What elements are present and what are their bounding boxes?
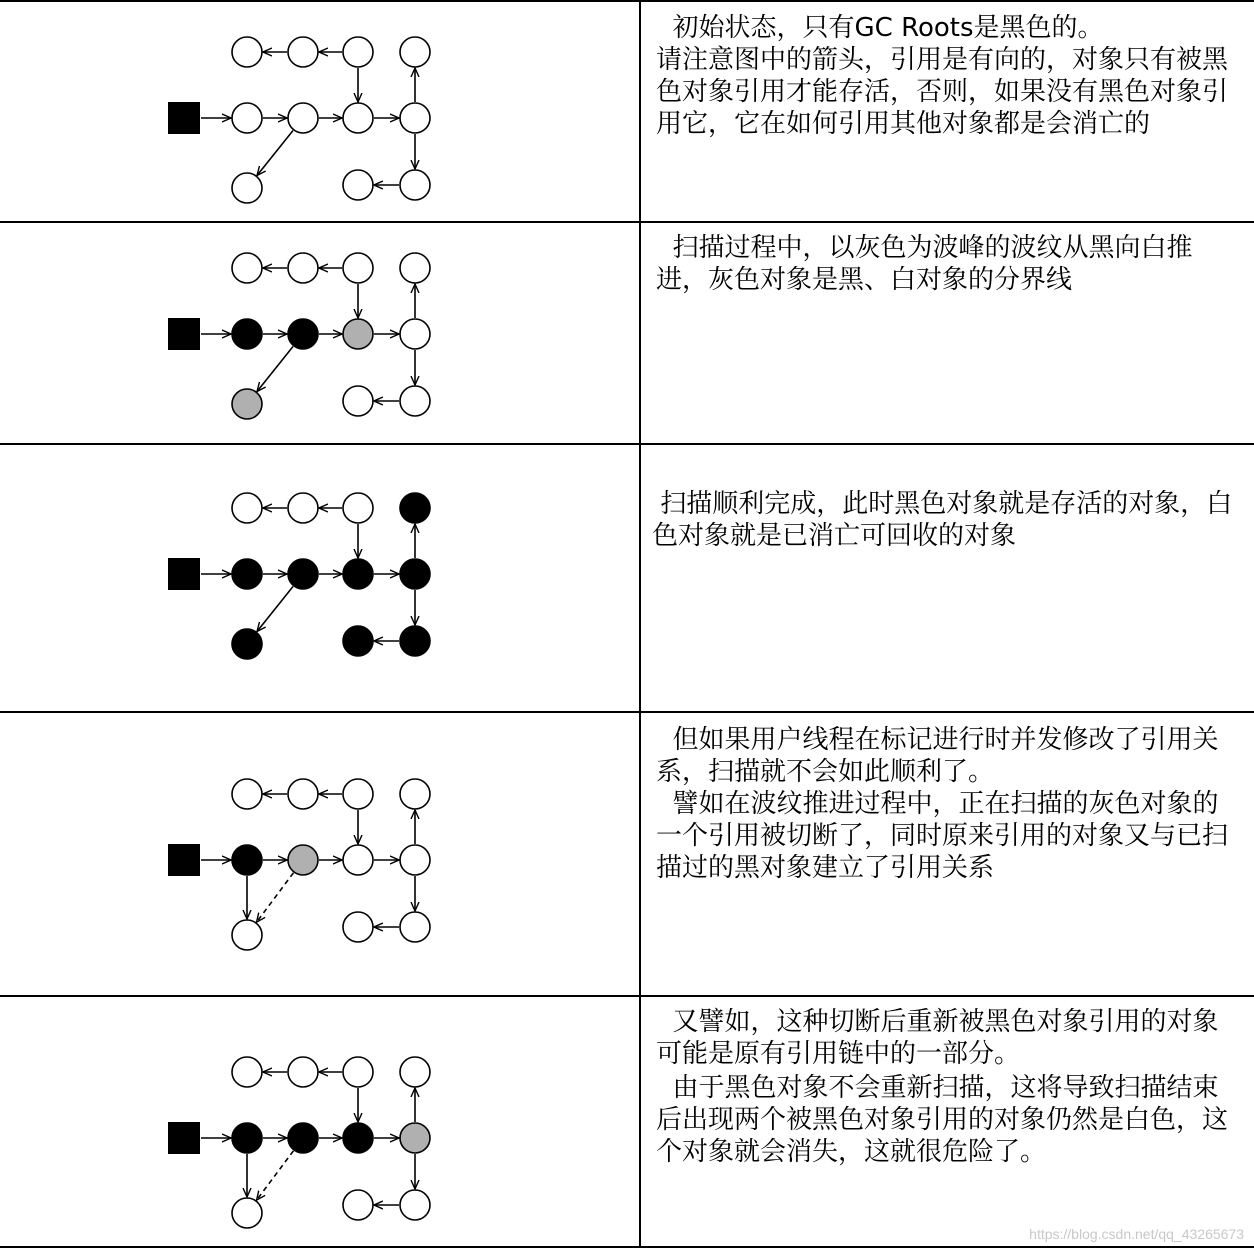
black-object-node	[400, 626, 430, 656]
white-object-node	[232, 920, 262, 950]
table-row-scanning	[0, 222, 1254, 444]
description-cell	[642, 996, 1254, 1250]
white-object-node	[232, 1057, 262, 1087]
white-object-node	[400, 779, 430, 809]
black-object-node	[288, 559, 318, 589]
white-object-node	[400, 37, 430, 67]
white-object-node	[232, 253, 262, 283]
white-object-node	[288, 1057, 318, 1087]
white-object-node	[288, 37, 318, 67]
reference-arrow	[257, 346, 293, 391]
new-reference-arrow	[257, 1151, 294, 1200]
white-object-node	[343, 37, 373, 67]
diagram-cell	[0, 444, 640, 712]
table-row-initial	[0, 0, 1254, 222]
white-object-node	[288, 253, 318, 283]
description-paragraph: 扫描过程中，以灰色为波峰的波纹从黑向白推进，灰色对象是黑、白对象的分界线	[656, 233, 1193, 295]
diagram-cell	[0, 222, 640, 444]
object-graph	[0, 996, 640, 1250]
description-paragraph: 扫描顺利完成，此时黑色对象就是存活的对象，白色对象就是已消亡可回收的对象	[652, 489, 1233, 551]
white-object-node	[288, 779, 318, 809]
white-object-node	[343, 386, 373, 416]
white-object-node	[232, 493, 262, 523]
black-object-node	[232, 629, 262, 659]
white-object-node	[232, 103, 262, 133]
black-object-node	[400, 493, 430, 523]
row-divider	[0, 711, 1254, 713]
white-object-node	[400, 103, 430, 133]
black-object-node	[288, 319, 318, 349]
row-divider	[0, 443, 1254, 445]
object-graph	[0, 0, 640, 222]
white-object-node	[400, 1190, 430, 1220]
black-object-node	[343, 626, 373, 656]
diagram-cell	[0, 712, 640, 996]
gc-root-node	[168, 844, 200, 876]
white-object-node	[343, 103, 373, 133]
white-object-node	[288, 493, 318, 523]
table-border-bottom	[0, 1246, 1254, 1248]
description-paragraph: 但如果用户线程在标记进行时并发修改了引用关系，扫描就不会如此顺利了。	[656, 725, 1219, 787]
gray-object-node	[232, 389, 262, 419]
gc-root-node	[168, 1122, 200, 1154]
gc-root-node	[168, 558, 200, 590]
white-object-node	[400, 845, 430, 875]
black-object-node	[232, 1123, 262, 1153]
white-object-node	[343, 1057, 373, 1087]
white-object-node	[232, 173, 262, 203]
white-object-node	[288, 103, 318, 133]
black-object-node	[232, 559, 262, 589]
description-paragraph: 请注意图中的箭头，引用是有向的，对象只有被黑色对象引用才能存活，否则，如果没有黑色对象引用它，它在如何引用其他对象都是会消亡的	[656, 45, 1229, 139]
black-object-node	[288, 1123, 318, 1153]
white-object-node	[232, 37, 262, 67]
white-object-node	[400, 386, 430, 416]
diagram-cell	[0, 0, 640, 222]
gc-root-node	[168, 318, 200, 350]
white-object-node	[400, 319, 430, 349]
object-graph	[0, 712, 640, 996]
description-cell	[642, 444, 1254, 712]
description-cell	[642, 712, 1254, 996]
white-object-node	[400, 253, 430, 283]
description-paragraph: 譬如在波纹推进过程中，正在扫描的灰色对象的一个引用被切断了，同时原来引用的对象又与已扫描过的黑对象建立了引用关系	[656, 789, 1229, 883]
table-row-complete	[0, 444, 1254, 712]
white-object-node	[232, 1198, 262, 1228]
gray-object-node	[343, 319, 373, 349]
description-paragraph: 初始状态，只有GC Roots是黑色的。	[656, 13, 1104, 43]
reference-arrow	[257, 586, 293, 631]
white-object-node	[343, 779, 373, 809]
watermark: https://blog.csdn.net/qq_43265673	[1029, 1226, 1244, 1242]
reference-arrow	[257, 130, 293, 175]
white-object-node	[232, 779, 262, 809]
white-object-node	[343, 170, 373, 200]
gray-object-node	[288, 845, 318, 875]
white-object-node	[343, 493, 373, 523]
white-object-node	[343, 912, 373, 942]
white-object-node	[343, 845, 373, 875]
column-divider	[639, 0, 641, 1248]
black-object-node	[232, 319, 262, 349]
object-graph	[0, 444, 640, 712]
black-object-node	[343, 559, 373, 589]
black-object-node	[343, 1123, 373, 1153]
table-border-top	[0, 0, 1254, 2]
black-object-node	[400, 559, 430, 589]
diagram-cell	[0, 996, 640, 1250]
new-reference-arrow	[257, 873, 294, 922]
description-paragraph: 由于黑色对象不会重新扫描，这将导致扫描结束后出现两个被黑色对象引用的对象仍然是白色，这个对象就会消失，这就很危险了。	[656, 1073, 1229, 1167]
gc-root-node	[168, 102, 200, 134]
description-paragraph: 又譬如，这种切断后重新被黑色对象引用的对象可能是原有引用链中的一部分。	[656, 1007, 1219, 1069]
white-object-node	[400, 1057, 430, 1087]
description-cell	[642, 222, 1254, 444]
black-object-node	[232, 845, 262, 875]
gray-object-node	[400, 1123, 430, 1153]
table-row-lost-object	[0, 996, 1254, 1250]
white-object-node	[400, 912, 430, 942]
white-object-node	[400, 170, 430, 200]
row-divider	[0, 995, 1254, 997]
object-graph	[0, 222, 640, 444]
row-divider	[0, 221, 1254, 223]
table-row-concurrent-modification	[0, 712, 1254, 996]
description-cell	[642, 0, 1254, 222]
white-object-node	[343, 253, 373, 283]
white-object-node	[343, 1190, 373, 1220]
